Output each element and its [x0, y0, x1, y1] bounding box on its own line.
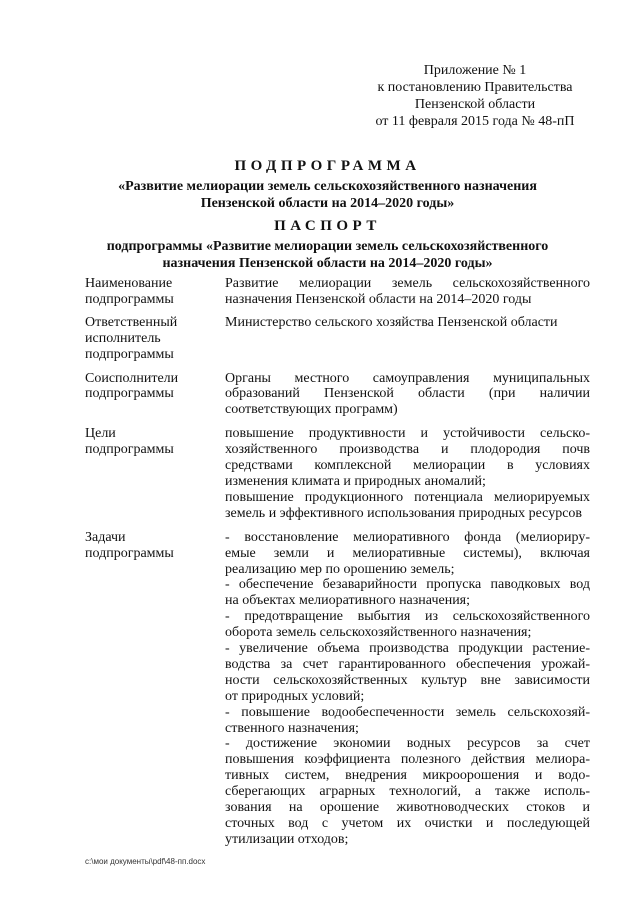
- subprogram-title-line: Пензенской области на 2014–2020 годы»: [200, 196, 455, 211]
- appendix-line: к постановлению Правительства: [377, 80, 573, 95]
- row-value-line: Министерство сельского хозяйства Пензенской области: [225, 314, 558, 330]
- passport-title: [60, 218, 595, 272]
- row-value-line: хозяйственного производства и плодородия почв: [225, 442, 590, 458]
- row-value-line: ности сельскохозяйственных культур вне зависимости: [225, 672, 590, 688]
- row-value-line: соответствующих программ): [225, 402, 398, 418]
- row-value-line: земель и эффективного использования природных ресурсов: [225, 505, 583, 521]
- row-label: [85, 371, 225, 419]
- row-label-line: Ответственный: [85, 314, 178, 330]
- passport-row-name: [85, 276, 590, 308]
- row-value-line: - предотвращение выбытия из сельскохозяйственного: [225, 609, 590, 625]
- row-label-line: подпрограммы: [85, 291, 174, 307]
- passport-row-tasks: [85, 530, 590, 848]
- appendix-block: [360, 62, 590, 130]
- row-label-line: Соисполнители: [85, 370, 179, 386]
- subprogram-heading: ПОДПРОГРАММА: [234, 158, 421, 174]
- row-value-line: Развитие мелиорации земель сельскохозяйственного: [225, 276, 590, 291]
- row-value: [225, 276, 590, 308]
- appendix-line: Приложение № 1: [423, 63, 527, 78]
- row-label-line: подпрограммы: [85, 346, 174, 362]
- appendix-line: Пензенской области: [414, 97, 536, 112]
- row-label-line: подпрограммы: [85, 545, 174, 561]
- passport-row-executor: [85, 315, 590, 363]
- row-label-line: Цели: [85, 426, 116, 442]
- row-value: [225, 315, 590, 363]
- row-value-line: емые земли и мелиоративные системы), включая: [225, 545, 590, 561]
- passport-heading: ПАСПОРТ: [274, 218, 381, 234]
- row-value-line: назначения Пензенской области на 2014–2020 годы: [225, 291, 532, 307]
- row-value-line: - достижение экономии водных ресурсов за счет: [225, 736, 590, 752]
- row-label-line: Задачи: [85, 529, 126, 545]
- row-label: [85, 530, 225, 848]
- row-value-line: - обеспечение безаварийности пропуска паводковых вод: [225, 577, 590, 593]
- row-label: [85, 276, 225, 308]
- row-value: [225, 371, 590, 419]
- row-value-line: - восстановление мелиоративного фонда (мелиориру-: [225, 529, 590, 545]
- row-value: [225, 426, 590, 521]
- row-label: [85, 315, 225, 363]
- passport-row-coexecutors: [85, 371, 590, 419]
- row-value-line: зования на орошение животноводческих стоков и: [225, 800, 590, 816]
- file-path-footer: c:\мои документы\pdf\48-пп.docx: [85, 857, 206, 866]
- row-value-line: оборота земель сельскохозяйственного назначения;: [225, 625, 532, 641]
- row-label-line: исполнитель: [85, 330, 161, 346]
- row-label-line: подпрограммы: [85, 442, 174, 458]
- row-value-line: Органы местного самоуправления муниципальных: [225, 370, 590, 386]
- row-value-line: повышение продуктивности и устойчивости сельско-: [225, 426, 590, 442]
- row-value-line: утилизации отходов;: [225, 831, 349, 847]
- row-value-line: сточных вод с учетом их очистки и последующей: [225, 816, 590, 831]
- row-value-line: повышения коэффициента полезного действия мелиора-: [225, 752, 590, 768]
- row-value: [225, 530, 590, 848]
- subprogram-title-line: «Развитие мелиорации земель сельскохозяйственного назначения: [118, 179, 537, 194]
- passport-table: [85, 276, 590, 848]
- appendix-line: от 11 февраля 2015 года № 48-пП: [375, 114, 575, 129]
- row-value-line: - повышение водообеспеченности земель сельскохозяй-: [225, 704, 590, 720]
- passport-title-line: подпрограммы «Развитие мелиорации земель сельскохозяйственного: [106, 239, 549, 254]
- passport-title-line: назначения Пензенской области на 2014–2020 годы»: [162, 256, 493, 271]
- row-value-line: образований Пензенской области (при наличии: [225, 386, 590, 402]
- row-value-line: на объектах мелиоративного назначения;: [225, 593, 471, 609]
- row-value-line: водства за счет гарантированного обеспечения урожай-: [225, 656, 590, 672]
- row-value-line: средствами комплексной мелиорации в условиях: [225, 458, 590, 474]
- row-value-line: изменения климата и природных аномалий;: [225, 473, 486, 489]
- row-label: [85, 426, 225, 521]
- subprogram-title: [60, 158, 595, 212]
- row-value-line: реализацию мер по орошению земель;: [225, 561, 455, 577]
- row-label-line: подпрограммы: [85, 386, 174, 402]
- row-value-line: ственного назначения;: [225, 720, 359, 736]
- row-value-line: от природных условий;: [225, 688, 365, 704]
- row-value-line: сберегающих аграрных технологий, а также исполь-: [225, 784, 590, 800]
- row-value-line: тивных систем, внедрения микроорошения и водо-: [225, 768, 590, 784]
- row-label-line: Наименование: [85, 276, 173, 291]
- row-value-line: повышение продукционного потенциала мелиорируемых: [225, 489, 590, 505]
- passport-row-goals: [85, 426, 590, 521]
- row-value-line: - увеличение объема производства продукции растение-: [225, 641, 590, 657]
